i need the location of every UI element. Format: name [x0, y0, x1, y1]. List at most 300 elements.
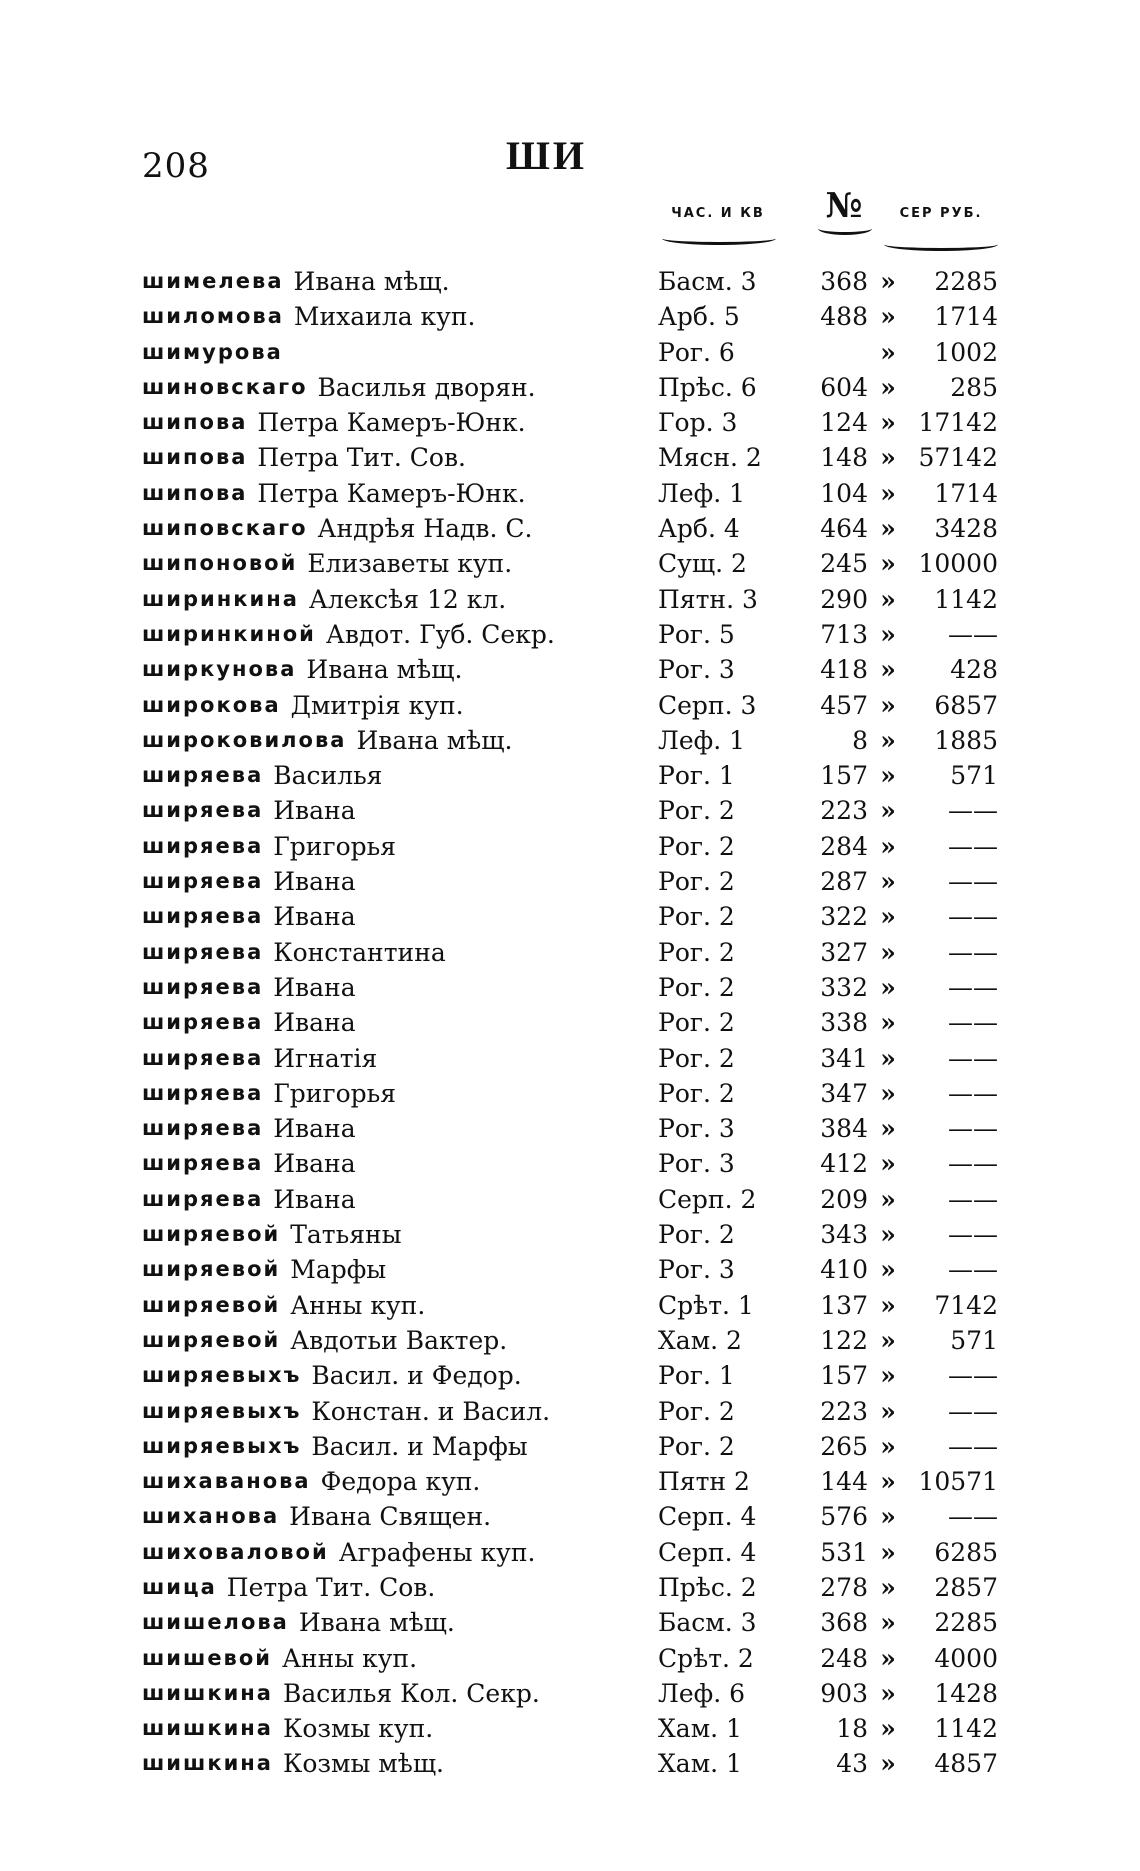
house-number: 265	[820, 1431, 868, 1461]
district: Рог. 2	[658, 831, 735, 861]
district: Мясн. 2	[658, 443, 762, 473]
amount: 2285	[934, 267, 998, 296]
district: Рог. 1	[658, 1361, 735, 1391]
district: Прѣс. 2	[658, 1572, 757, 1602]
surname: шиханова	[142, 1504, 280, 1529]
given-name: Ивана	[273, 867, 356, 897]
separator-mark: »	[880, 725, 896, 755]
amount: 1142	[934, 584, 998, 614]
list-item	[130, 899, 1010, 934]
given-name: Козмы куп.	[282, 1714, 434, 1744]
amount: 2857	[934, 1572, 998, 1602]
given-name: Игнатія	[273, 1043, 378, 1073]
given-name: Ивана мѣщ.	[356, 725, 513, 755]
surname: ширяева	[142, 763, 264, 788]
brace-amount	[884, 238, 998, 251]
house-number: 368	[820, 267, 868, 296]
list-item	[130, 1676, 1010, 1711]
separator-mark: »	[880, 408, 896, 438]
surname: ширяевой	[142, 1292, 281, 1317]
surname: ширинкина	[142, 586, 299, 611]
given-name: Елизаветы куп.	[307, 549, 513, 579]
surname: ширяева	[142, 1010, 264, 1035]
surname: ширяева	[142, 1186, 264, 1211]
list-item	[130, 1711, 1010, 1746]
district: Сущ. 2	[658, 549, 747, 579]
surname: шиховаловой	[142, 1539, 329, 1564]
amount: 10000	[918, 549, 998, 579]
house-number: 157	[820, 761, 868, 791]
house-number: 322	[820, 902, 868, 932]
amount: ——	[948, 867, 998, 897]
house-number: 18	[836, 1714, 868, 1744]
list-item	[130, 935, 1010, 970]
surname: шипова	[142, 480, 248, 505]
list-item	[130, 1323, 1010, 1358]
separator-mark: »	[880, 1467, 896, 1497]
district: Прѣс. 6	[658, 372, 757, 402]
house-number: 43	[836, 1749, 868, 1779]
amount: ——	[948, 796, 998, 826]
house-number: 124	[820, 408, 868, 438]
district: Леф. 1	[658, 478, 746, 508]
surname: ширяева	[142, 904, 264, 929]
separator-mark: »	[880, 1149, 896, 1179]
separator-mark: »	[880, 1255, 896, 1285]
given-name: Григорья	[273, 1078, 397, 1108]
given-name: Петра Камеръ-Юнк.	[257, 478, 526, 508]
house-number: 343	[820, 1220, 868, 1250]
separator-mark: »	[880, 1608, 896, 1638]
amount: 1714	[934, 478, 998, 508]
surname: ширяева	[142, 1045, 264, 1070]
district: Рог. 2	[658, 902, 735, 932]
house-number: 457	[820, 690, 868, 720]
list-item	[130, 723, 1010, 758]
given-name: Ивана	[273, 902, 356, 932]
district: Хам. 1	[658, 1714, 742, 1744]
house-number: 144	[820, 1467, 868, 1497]
given-name: Федора куп.	[320, 1467, 481, 1497]
separator-mark: »	[880, 1749, 896, 1779]
district: Арб. 4	[658, 514, 740, 544]
separator-mark: »	[880, 761, 896, 791]
district: Гор. 3	[658, 408, 738, 438]
amount: ——	[948, 972, 998, 1002]
list-item	[130, 370, 1010, 405]
amount: ——	[948, 1396, 998, 1426]
list-item	[130, 546, 1010, 581]
separator-mark: »	[880, 1043, 896, 1073]
list-item	[130, 652, 1010, 687]
given-name: Андрѣя Надв. С.	[317, 514, 533, 544]
district: Рог. 3	[658, 1114, 735, 1144]
list-item	[130, 1217, 1010, 1252]
house-number: 157	[820, 1361, 868, 1391]
given-name: Ивана	[273, 1184, 356, 1214]
column-header-number: №	[825, 186, 863, 226]
list-item	[130, 1641, 1010, 1676]
separator-mark: »	[880, 549, 896, 579]
given-name: Авдотьи Вактер.	[290, 1325, 508, 1355]
house-number: 248	[820, 1643, 868, 1673]
house-number: 576	[820, 1502, 868, 1532]
district: Рог. 5	[658, 619, 735, 649]
amount: ——	[948, 1149, 998, 1179]
house-number: 341	[820, 1043, 868, 1073]
given-name: Аграфены куп.	[338, 1537, 536, 1567]
amount: ——	[948, 937, 998, 967]
separator-mark: »	[880, 1008, 896, 1038]
house-number: 368	[820, 1608, 868, 1638]
list-item	[130, 758, 1010, 793]
separator-mark: »	[880, 337, 896, 367]
surname: шишкина	[142, 1716, 273, 1741]
given-name: Ивана Священ.	[289, 1502, 492, 1532]
given-name: Анны куп.	[290, 1290, 426, 1320]
list-item	[130, 1535, 1010, 1570]
district: Серп. 4	[658, 1502, 757, 1532]
brace-part	[662, 232, 776, 245]
separator-mark: »	[880, 831, 896, 861]
separator-mark: »	[880, 1325, 896, 1355]
house-number: 347	[820, 1078, 868, 1108]
surname: шишевой	[142, 1645, 272, 1670]
surname: ширяевой	[142, 1257, 281, 1282]
surname: ширяева	[142, 974, 264, 999]
separator-mark: »	[880, 1537, 896, 1567]
list-item	[130, 1111, 1010, 1146]
list-item	[130, 1358, 1010, 1393]
surname: ширкунова	[142, 657, 297, 682]
list-item	[130, 582, 1010, 617]
amount: 571	[950, 1325, 998, 1355]
separator-mark: »	[880, 1572, 896, 1602]
district: Рог. 6	[658, 337, 735, 367]
house-number: 137	[820, 1290, 868, 1320]
list-item	[130, 1005, 1010, 1040]
amount: 3428	[934, 514, 998, 544]
district: Рог. 2	[658, 1431, 735, 1461]
amount: ——	[948, 1114, 998, 1144]
list-item	[130, 829, 1010, 864]
surname: ширяева	[142, 869, 264, 894]
house-number: 418	[820, 655, 868, 685]
amount: ——	[948, 1220, 998, 1250]
separator-mark: »	[880, 514, 896, 544]
surname: шишкина	[142, 1680, 273, 1705]
separator-mark: »	[880, 1396, 896, 1426]
house-number: 488	[820, 302, 868, 332]
district: Рог. 2	[658, 1220, 735, 1250]
column-header-part: ЧАС. И КВ	[671, 206, 765, 221]
separator-mark: »	[880, 1643, 896, 1673]
surname: широковилова	[142, 727, 347, 752]
house-number: 412	[820, 1149, 868, 1179]
amount: 1142	[934, 1714, 998, 1744]
separator-mark: »	[880, 1361, 896, 1391]
district: Рог. 2	[658, 1078, 735, 1108]
district: Рог. 2	[658, 937, 735, 967]
surname: шихаванова	[142, 1469, 311, 1494]
separator-mark: »	[880, 867, 896, 897]
surname: ширяевыхъ	[142, 1363, 302, 1388]
surname: шица	[142, 1574, 217, 1599]
list-item	[130, 405, 1010, 440]
house-number: 332	[820, 972, 868, 1002]
district: Рог. 2	[658, 1396, 735, 1426]
surname: шиновскаго	[142, 374, 308, 399]
given-name: Марфы	[290, 1255, 387, 1285]
house-number: 278	[820, 1572, 868, 1602]
house-number: 290	[820, 584, 868, 614]
given-name: Ивана	[273, 796, 356, 826]
separator-mark: »	[880, 1502, 896, 1532]
district: Рог. 2	[658, 796, 735, 826]
house-number: 604	[820, 372, 868, 402]
list-item	[130, 1429, 1010, 1464]
separator-mark: »	[880, 478, 896, 508]
list-item	[130, 1252, 1010, 1287]
house-number: 531	[820, 1537, 868, 1567]
list-item	[130, 1570, 1010, 1605]
amount: 1002	[934, 337, 998, 367]
district: Басм. 3	[658, 1608, 757, 1638]
list-item	[130, 299, 1010, 334]
separator-mark: »	[880, 1678, 896, 1708]
list-item	[130, 1464, 1010, 1499]
list-item	[130, 864, 1010, 899]
separator-mark: »	[880, 1184, 896, 1214]
separator-mark: »	[880, 690, 896, 720]
district: Хам. 2	[658, 1325, 742, 1355]
given-name: Козмы мѣщ.	[282, 1749, 445, 1779]
surname: ширяева	[142, 1080, 264, 1105]
list-item	[130, 264, 1010, 299]
list-item	[130, 1041, 1010, 1076]
amount: 1885	[934, 725, 998, 755]
district: Пятн 2	[658, 1467, 750, 1497]
house-number: 284	[820, 831, 868, 861]
list-item	[130, 511, 1010, 546]
separator-mark: »	[880, 1290, 896, 1320]
given-name: Васил. и Марфы	[311, 1431, 528, 1461]
given-name: Григорья	[273, 831, 397, 861]
amount: ——	[948, 619, 998, 649]
separator-mark: »	[880, 972, 896, 1002]
district: Срѣт. 2	[658, 1643, 754, 1673]
given-name: Татьяны	[290, 1220, 402, 1250]
list-item	[130, 440, 1010, 475]
district: Серп. 3	[658, 690, 757, 720]
given-name: Петра Тит. Сов.	[226, 1572, 436, 1602]
district: Леф. 6	[658, 1678, 746, 1708]
district: Рог. 2	[658, 972, 735, 1002]
given-name: Ивана мѣщ.	[298, 1608, 455, 1638]
surname: ширяева	[142, 939, 264, 964]
surname: широкова	[142, 692, 281, 717]
separator-mark: »	[880, 902, 896, 932]
list-item	[130, 617, 1010, 652]
surname: шимелева	[142, 269, 284, 293]
surname: шипова	[142, 410, 248, 435]
separator-mark: »	[880, 1714, 896, 1744]
district: Рог. 1	[658, 761, 735, 791]
surname: шиломова	[142, 304, 284, 329]
amount: ——	[948, 1184, 998, 1214]
separator-mark: »	[880, 796, 896, 826]
amount: ——	[948, 1008, 998, 1038]
given-name: Константина	[273, 937, 446, 967]
amount: 428	[950, 655, 998, 685]
given-name: Михаила куп.	[293, 302, 476, 332]
amount: ——	[948, 1255, 998, 1285]
given-name: Василья Кол. Секр.	[282, 1678, 540, 1708]
running-head: ШИ	[506, 133, 588, 178]
surname: шипоновой	[142, 551, 298, 576]
separator-mark: »	[880, 302, 896, 332]
surname: ширяевой	[142, 1222, 281, 1247]
column-header-amount: СЕР РУБ.	[899, 206, 983, 221]
list-item	[130, 688, 1010, 723]
given-name: Петра Тит. Сов.	[257, 443, 466, 473]
amount: ——	[948, 1361, 998, 1391]
given-name: Констан. и Васил.	[311, 1396, 551, 1426]
list-item	[130, 1499, 1010, 1534]
amount: 57142	[918, 443, 998, 473]
surname: шишелова	[142, 1610, 289, 1635]
house-number: 338	[820, 1008, 868, 1038]
list-item	[130, 1605, 1010, 1640]
given-name: Анны куп.	[282, 1643, 418, 1673]
separator-mark: »	[880, 1114, 896, 1144]
district: Леф. 1	[658, 725, 746, 755]
house-number: 464	[820, 514, 868, 544]
list-item	[130, 793, 1010, 828]
surname: ширинкиной	[142, 621, 316, 646]
amount: 4000	[934, 1643, 998, 1673]
given-name: Петра Камеръ-Юнк.	[257, 408, 526, 438]
surname: ширяевыхъ	[142, 1433, 302, 1458]
house-number: 410	[820, 1255, 868, 1285]
list-item	[130, 1146, 1010, 1181]
amount: 1714	[934, 302, 998, 332]
house-number: 245	[820, 549, 868, 579]
list-item	[130, 1182, 1010, 1217]
district: Рог. 3	[658, 1149, 735, 1179]
amount: 1428	[934, 1678, 998, 1708]
surname: ширяева	[142, 798, 264, 823]
given-name: Ивана	[273, 1149, 356, 1179]
separator-mark: »	[880, 1431, 896, 1461]
given-name: Авдот. Губ. Секр.	[325, 619, 555, 649]
separator-mark: »	[880, 1078, 896, 1108]
house-number: 223	[820, 796, 868, 826]
house-number: 287	[820, 867, 868, 897]
given-name: Васил. и Федор.	[311, 1361, 522, 1391]
separator-mark: »	[880, 372, 896, 402]
district: Рог. 3	[658, 655, 735, 685]
amount: ——	[948, 1043, 998, 1073]
register-list	[130, 264, 1010, 1782]
given-name: Ивана	[273, 1008, 356, 1038]
amount: 2285	[934, 1608, 998, 1638]
district: Рог. 2	[658, 867, 735, 897]
district: Серп. 4	[658, 1537, 757, 1567]
page-number: 208	[142, 146, 210, 186]
district: Серп. 2	[658, 1184, 757, 1214]
list-item	[130, 1394, 1010, 1429]
given-name: Алексѣя 12 кл.	[308, 584, 507, 614]
list-item	[130, 476, 1010, 511]
given-name: Василья	[273, 761, 383, 791]
list-item	[130, 1076, 1010, 1111]
house-number: 148	[820, 443, 868, 473]
given-name: Дмитрія куп.	[290, 690, 464, 720]
house-number: 122	[820, 1325, 868, 1355]
list-item	[130, 1746, 1010, 1781]
amount: 571	[950, 761, 998, 791]
surname: ширяевой	[142, 1327, 281, 1352]
house-number: 384	[820, 1114, 868, 1144]
separator-mark: »	[880, 655, 896, 685]
house-number: 223	[820, 1396, 868, 1426]
amount: 6857	[934, 690, 998, 720]
amount: ——	[948, 831, 998, 861]
house-number: 104	[820, 478, 868, 508]
amount: ——	[948, 1078, 998, 1108]
surname: шимурова	[142, 339, 283, 364]
district: Рог. 2	[658, 1008, 735, 1038]
amount: 6285	[934, 1537, 998, 1567]
amount: ——	[948, 902, 998, 932]
separator-mark: »	[880, 619, 896, 649]
surname: ширяева	[142, 1151, 264, 1176]
district: Арб. 5	[658, 302, 740, 332]
separator-mark: »	[880, 443, 896, 473]
given-name: Ивана мѣщ.	[306, 655, 463, 685]
list-item	[130, 1288, 1010, 1323]
amount: ——	[948, 1502, 998, 1532]
district: Пятн. 3	[658, 584, 758, 614]
surname: шиповскаго	[142, 516, 308, 541]
surname: ширяевыхъ	[142, 1398, 302, 1423]
district: Басм. 3	[658, 267, 757, 296]
given-name: Василья дворян.	[317, 372, 536, 402]
given-name: Ивана	[273, 972, 356, 1002]
surname: ширяева	[142, 1116, 264, 1141]
district: Хам. 1	[658, 1749, 742, 1779]
house-number: 327	[820, 937, 868, 967]
surname: шишкина	[142, 1751, 273, 1776]
house-number: 209	[820, 1184, 868, 1214]
separator-mark: »	[880, 267, 896, 296]
separator-mark: »	[880, 937, 896, 967]
district: Рог. 2	[658, 1043, 735, 1073]
given-name: Ивана	[273, 1114, 356, 1144]
amount: ——	[948, 1431, 998, 1461]
list-item	[130, 335, 1010, 370]
amount: 17142	[918, 408, 998, 438]
district: Рог. 3	[658, 1255, 735, 1285]
district: Срѣт. 1	[658, 1290, 754, 1320]
amount: 7142	[934, 1290, 998, 1320]
house-number: 903	[820, 1678, 868, 1708]
brace-number	[818, 222, 872, 235]
surname: ширяева	[142, 833, 264, 858]
house-number: 713	[820, 619, 868, 649]
amount: 285	[950, 372, 998, 402]
